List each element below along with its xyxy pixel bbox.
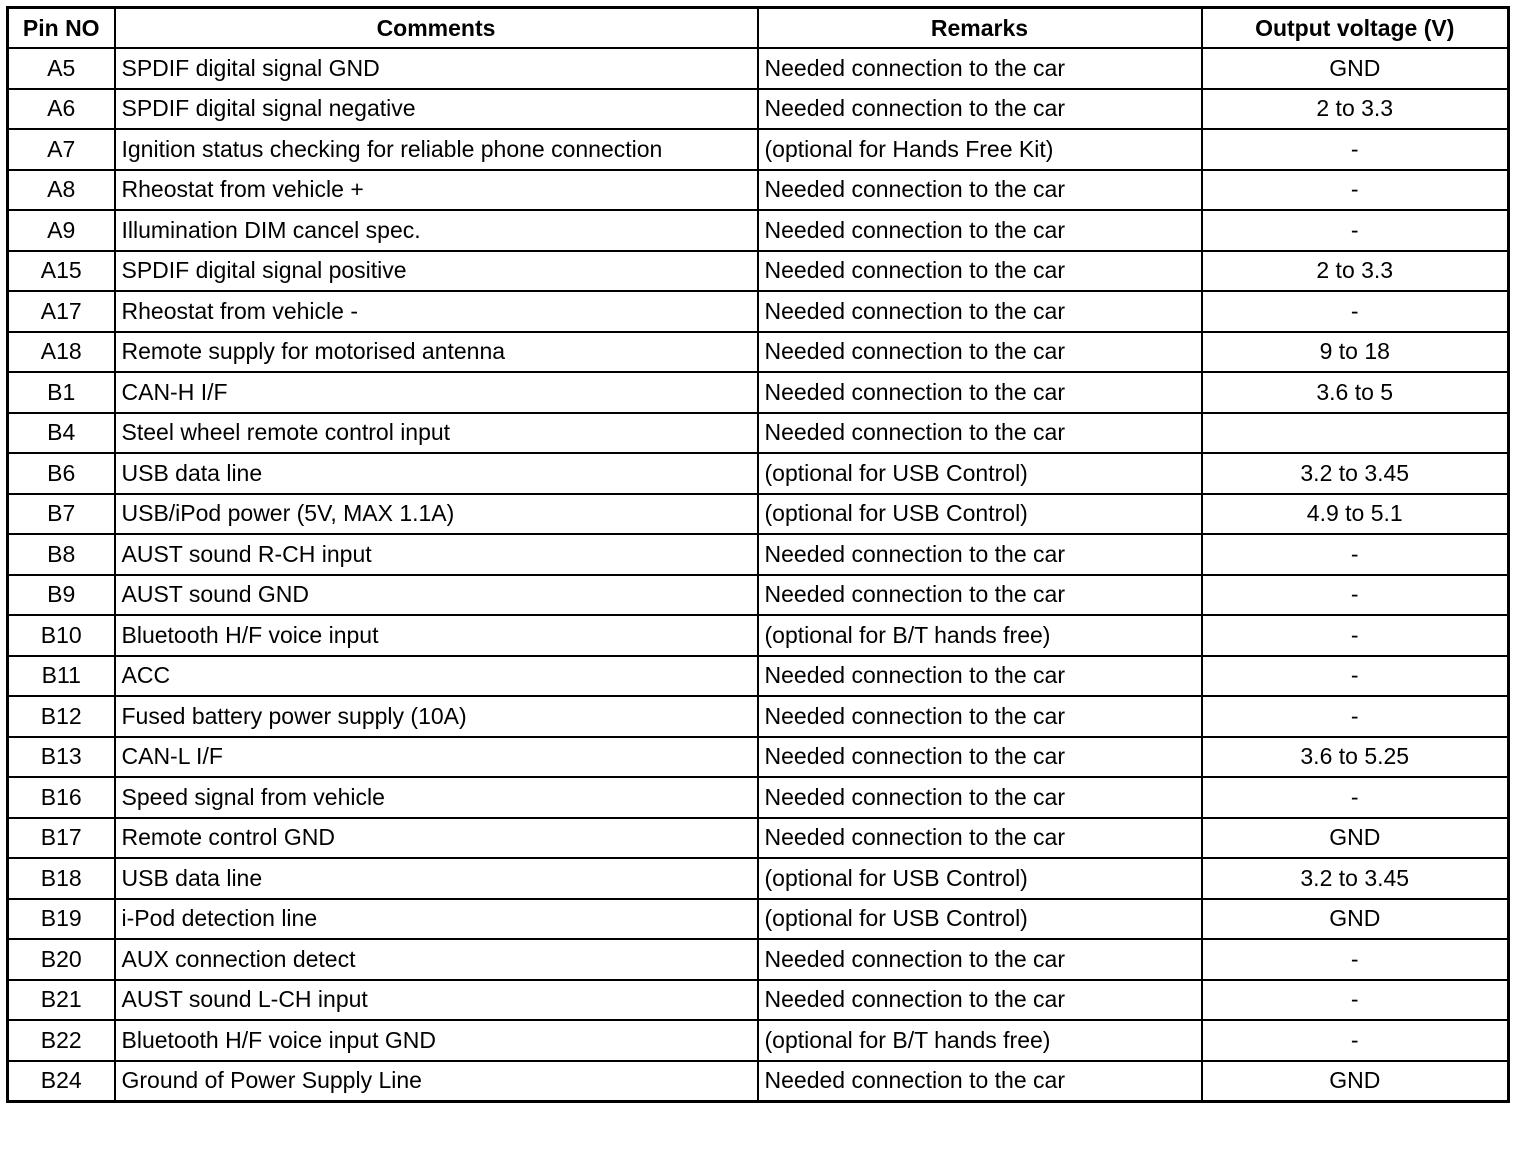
table-row xyxy=(8,1020,1509,1061)
table-row xyxy=(8,48,1509,89)
comment-cell: Rheostat from vehicle + xyxy=(115,170,758,211)
pin-cell: A8 xyxy=(8,170,115,211)
remark-cell: Needed connection to the car xyxy=(758,656,1202,697)
pin-cell: B16 xyxy=(8,777,115,818)
voltage-cell: - xyxy=(1202,534,1509,575)
comment-cell: AUX connection detect xyxy=(115,939,758,980)
table-row xyxy=(8,737,1509,778)
remark-cell: Needed connection to the car xyxy=(758,413,1202,454)
pin-cell: B7 xyxy=(8,494,115,535)
pin-cell: B1 xyxy=(8,372,115,413)
table-row xyxy=(8,413,1509,454)
pin-cell: B4 xyxy=(8,413,115,454)
remark-cell: (optional for USB Control) xyxy=(758,858,1202,899)
table-body xyxy=(8,48,1509,1102)
voltage-cell: - xyxy=(1202,656,1509,697)
remark-cell: Needed connection to the car xyxy=(758,332,1202,373)
remark-cell: Needed connection to the car xyxy=(758,251,1202,292)
pin-cell: B9 xyxy=(8,575,115,616)
voltage-cell: - xyxy=(1202,939,1509,980)
remark-cell: Needed connection to the car xyxy=(758,170,1202,211)
comment-cell: AUST sound R-CH input xyxy=(115,534,758,575)
comment-cell: USB data line xyxy=(115,858,758,899)
comment-cell: CAN-L I/F xyxy=(115,737,758,778)
pin-cell: B20 xyxy=(8,939,115,980)
pin-cell: B8 xyxy=(8,534,115,575)
voltage-cell: - xyxy=(1202,615,1509,656)
pin-cell: B17 xyxy=(8,818,115,859)
comment-cell: USB data line xyxy=(115,453,758,494)
voltage-cell: - xyxy=(1202,129,1509,170)
remark-cell: Needed connection to the car xyxy=(758,89,1202,130)
table-row xyxy=(8,615,1509,656)
header-remarks: Remarks xyxy=(758,8,1202,49)
remark-cell: Needed connection to the car xyxy=(758,372,1202,413)
pin-cell: A15 xyxy=(8,251,115,292)
pin-table-container xyxy=(6,6,1507,1103)
table-row xyxy=(8,656,1509,697)
voltage-cell: 2 to 3.3 xyxy=(1202,89,1509,130)
comment-cell: i-Pod detection line xyxy=(115,899,758,940)
table-row xyxy=(8,453,1509,494)
table-row xyxy=(8,332,1509,373)
voltage-cell: - xyxy=(1202,777,1509,818)
pin-cell: B13 xyxy=(8,737,115,778)
table-row xyxy=(8,372,1509,413)
remark-cell: (optional for USB Control) xyxy=(758,453,1202,494)
pin-cell: B10 xyxy=(8,615,115,656)
table-row xyxy=(8,251,1509,292)
comment-cell: Remote supply for motorised antenna xyxy=(115,332,758,373)
remark-cell: (optional for USB Control) xyxy=(758,494,1202,535)
voltage-cell: - xyxy=(1202,980,1509,1021)
table-row xyxy=(8,291,1509,332)
header-pin-no: Pin NO xyxy=(8,8,115,49)
comment-cell: USB/iPod power (5V, MAX 1.1A) xyxy=(115,494,758,535)
remark-cell: (optional for B/T hands free) xyxy=(758,615,1202,656)
table-row xyxy=(8,777,1509,818)
table-row xyxy=(8,575,1509,616)
table-row xyxy=(8,89,1509,130)
comment-cell: CAN-H I/F xyxy=(115,372,758,413)
remark-cell: Needed connection to the car xyxy=(758,1061,1202,1102)
header-comments: Comments xyxy=(115,8,758,49)
pin-cell: A7 xyxy=(8,129,115,170)
pin-cell: A6 xyxy=(8,89,115,130)
comment-cell: SPDIF digital signal negative xyxy=(115,89,758,130)
voltage-cell: 3.6 to 5 xyxy=(1202,372,1509,413)
comment-cell: AUST sound L-CH input xyxy=(115,980,758,1021)
table-row xyxy=(8,534,1509,575)
voltage-cell: 9 to 18 xyxy=(1202,332,1509,373)
remark-cell: (optional for USB Control) xyxy=(758,899,1202,940)
voltage-cell: - xyxy=(1202,696,1509,737)
remark-cell: (optional for B/T hands free) xyxy=(758,1020,1202,1061)
table-row xyxy=(8,696,1509,737)
voltage-cell xyxy=(1202,413,1509,454)
table-row xyxy=(8,899,1509,940)
comment-cell: ACC xyxy=(115,656,758,697)
comment-cell: Speed signal from vehicle xyxy=(115,777,758,818)
table-row xyxy=(8,1061,1509,1102)
voltage-cell: 3.2 to 3.45 xyxy=(1202,858,1509,899)
voltage-cell: - xyxy=(1202,210,1509,251)
pin-assignment-table xyxy=(6,6,1510,1103)
pin-cell: B21 xyxy=(8,980,115,1021)
voltage-cell: 2 to 3.3 xyxy=(1202,251,1509,292)
remark-cell: Needed connection to the car xyxy=(758,291,1202,332)
comment-cell: Steel wheel remote control input xyxy=(115,413,758,454)
comment-cell: AUST sound GND xyxy=(115,575,758,616)
remark-cell: Needed connection to the car xyxy=(758,48,1202,89)
pin-cell: A9 xyxy=(8,210,115,251)
header-output-voltage: Output voltage (V) xyxy=(1202,8,1509,49)
table-row xyxy=(8,494,1509,535)
remark-cell: Needed connection to the car xyxy=(758,575,1202,616)
remark-cell: Needed connection to the car xyxy=(758,696,1202,737)
comment-cell: SPDIF digital signal GND xyxy=(115,48,758,89)
remark-cell: Needed connection to the car xyxy=(758,818,1202,859)
voltage-cell: - xyxy=(1202,170,1509,211)
voltage-cell: GND xyxy=(1202,1061,1509,1102)
comment-cell: Ignition status checking for reliable phone connection xyxy=(115,129,758,170)
remark-cell: Needed connection to the car xyxy=(758,980,1202,1021)
table-row xyxy=(8,129,1509,170)
remark-cell: Needed connection to the car xyxy=(758,777,1202,818)
voltage-cell: 3.2 to 3.45 xyxy=(1202,453,1509,494)
comment-cell: Ground of Power Supply Line xyxy=(115,1061,758,1102)
comment-cell: Rheostat from vehicle - xyxy=(115,291,758,332)
comment-cell: Illumination DIM cancel spec. xyxy=(115,210,758,251)
pin-cell: B18 xyxy=(8,858,115,899)
pin-cell: A5 xyxy=(8,48,115,89)
pin-cell: A17 xyxy=(8,291,115,332)
table-header-row xyxy=(8,8,1509,49)
pin-cell: A18 xyxy=(8,332,115,373)
comment-cell: Remote control GND xyxy=(115,818,758,859)
comment-cell: Fused battery power supply (10A) xyxy=(115,696,758,737)
table-row xyxy=(8,939,1509,980)
table-row xyxy=(8,170,1509,211)
voltage-cell: GND xyxy=(1202,48,1509,89)
pin-cell: B24 xyxy=(8,1061,115,1102)
comment-cell: SPDIF digital signal positive xyxy=(115,251,758,292)
pin-cell: B19 xyxy=(8,899,115,940)
voltage-cell: - xyxy=(1202,575,1509,616)
pin-cell: B12 xyxy=(8,696,115,737)
table-row xyxy=(8,858,1509,899)
table-row xyxy=(8,818,1509,859)
remark-cell: Needed connection to the car xyxy=(758,534,1202,575)
comment-cell: Bluetooth H/F voice input GND xyxy=(115,1020,758,1061)
pin-cell: B6 xyxy=(8,453,115,494)
voltage-cell: - xyxy=(1202,1020,1509,1061)
voltage-cell: GND xyxy=(1202,818,1509,859)
voltage-cell: GND xyxy=(1202,899,1509,940)
remark-cell: Needed connection to the car xyxy=(758,939,1202,980)
voltage-cell: 4.9 to 5.1 xyxy=(1202,494,1509,535)
pin-cell: B22 xyxy=(8,1020,115,1061)
remark-cell: (optional for Hands Free Kit) xyxy=(758,129,1202,170)
pin-cell: B11 xyxy=(8,656,115,697)
table-row xyxy=(8,980,1509,1021)
comment-cell: Bluetooth H/F voice input xyxy=(115,615,758,656)
voltage-cell: - xyxy=(1202,291,1509,332)
table-row xyxy=(8,210,1509,251)
voltage-cell: 3.6 to 5.25 xyxy=(1202,737,1509,778)
remark-cell: Needed connection to the car xyxy=(758,737,1202,778)
remark-cell: Needed connection to the car xyxy=(758,210,1202,251)
